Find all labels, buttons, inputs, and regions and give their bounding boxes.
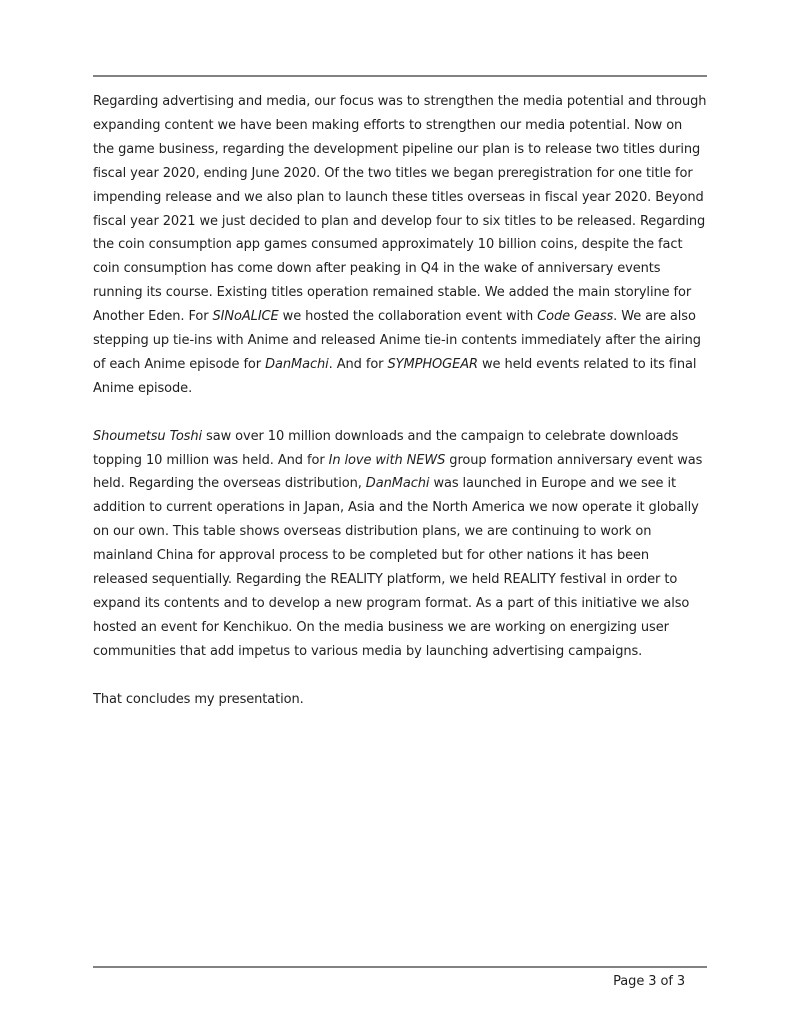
footer-rule xyxy=(93,966,707,968)
paragraph xyxy=(93,688,707,712)
italic-title-text: SYMPHOGEAR xyxy=(387,356,478,372)
text-run: saw over 10 million downloads and the campaign to celebrate downloads topping 10 million was held. And for xyxy=(93,428,679,468)
italic-title-text: DanMachi xyxy=(365,476,430,492)
header-rule xyxy=(93,75,707,77)
text-run: . We are also stepping up tie-ins with Anime and released Anime tie-in contents immediately after the airing of each Anime episode for xyxy=(93,309,701,372)
page-number-label: Page 3 of 3 xyxy=(613,974,685,989)
text-run: Regarding advertising and media, our focus was to strengthen the media potential and through expanding content we have been making efforts to strengthen our media potential. Now on the game business, regarding the development pipeline our plan is to release two titles during fiscal year 2020, ending June 2020. Of the two titles we began preregistration for one title for impending release and we also plan to launch these titles overseas in fiscal year 2020. Beyond fiscal year 2021 we just decided to plan and develop four to six titles to be released. Regarding the coin consumption app games consumed approximately 10 billion coins, despite the fact coin consumption has come down after peaking in Q4 in the wake of anniversary events running its course. Existing titles operation remained stable. We added the main storyline for Another Eden. For xyxy=(93,94,707,325)
italic-title-text: In love with NEWS xyxy=(328,452,446,468)
text-run: we held events related to its final Anime episode. xyxy=(93,356,697,396)
italic-title-text: Code Geass xyxy=(537,309,614,325)
document-body xyxy=(93,90,707,712)
text-run: was launched in Europe and we see it addition to current operations in Japan, Asia and the North America we now operate it globally on our own. This table shows overseas distribution plans, we are continuing to work on mainland China for approval process to be completed but for other nations it has been released sequentially. Regarding the REALITY platform, we held REALITY festival in order to expand its contents and to develop a new program format. As a part of this initiative we also hosted an event for Kenchikuo. On the media business we are working on energizing user communities that add impetus to various media by launching advertising campaigns. xyxy=(93,476,699,659)
text-run: we hosted the collaboration event with xyxy=(278,309,538,325)
text-run: . And for xyxy=(328,356,388,372)
paragraph xyxy=(93,425,707,664)
italic-title-text: Shoumetsu Toshi xyxy=(93,428,203,444)
text-run: That concludes my presentation. xyxy=(93,691,304,707)
text-run: group formation anniversary event was held. Regarding the overseas distribution, xyxy=(93,452,703,492)
paragraph xyxy=(93,90,707,401)
italic-title-text: DanMachi xyxy=(265,356,329,372)
italic-title-text: SINoALICE xyxy=(212,309,279,325)
